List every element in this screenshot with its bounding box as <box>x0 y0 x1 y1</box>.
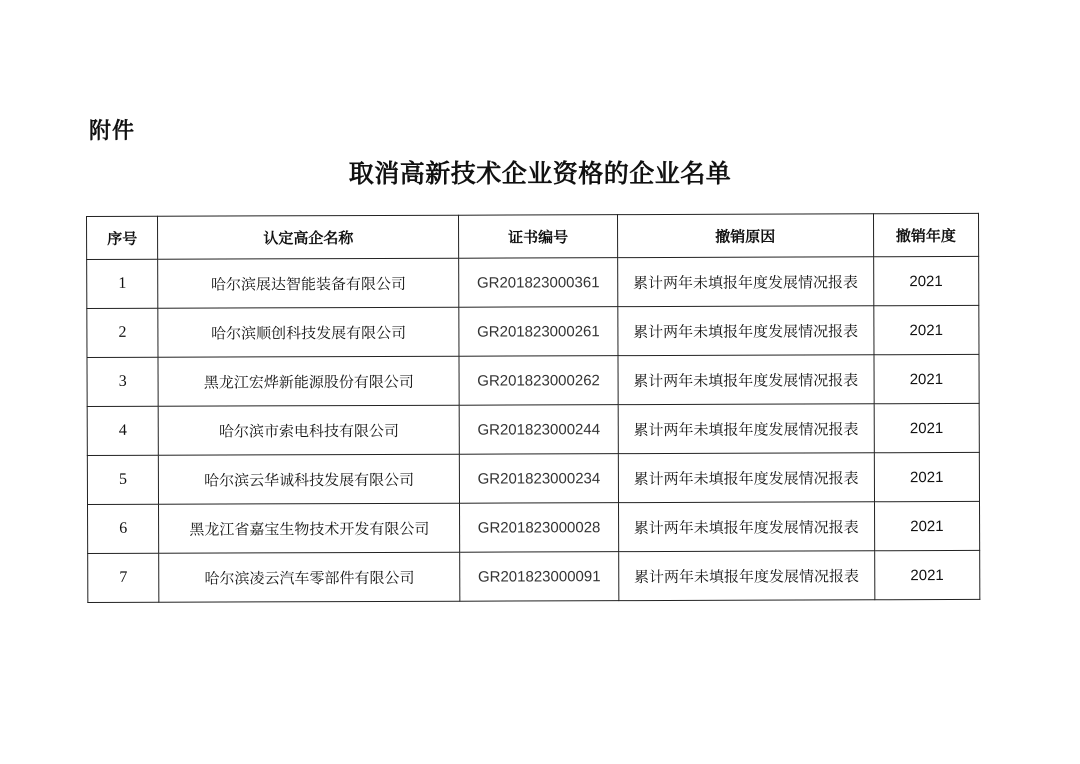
company-list-table <box>86 213 980 603</box>
row-year: 2021 <box>874 550 980 599</box>
row-year: 2021 <box>874 403 980 452</box>
row-reason: 累计两年未填报年度发展情况报表 <box>618 502 874 552</box>
row-cert-number: GR201823000234 <box>460 454 619 504</box>
row-seq: 4 <box>87 406 158 455</box>
row-company-name: 黑龙江省嘉宝生物技术开发有限公司 <box>159 503 460 553</box>
page-title: 取消高新技术企业资格的企业名单 <box>348 159 732 188</box>
column-header-year: 撤销年度 <box>873 213 979 256</box>
table-row <box>88 550 980 602</box>
table-row <box>87 354 979 406</box>
row-seq: 2 <box>87 308 158 357</box>
row-company-name: 黑龙江宏烨新能源股份有限公司 <box>158 356 459 406</box>
row-cert-number: GR201823000028 <box>460 503 619 553</box>
row-reason: 累计两年未填报年度发展情况报表 <box>618 306 874 356</box>
row-reason: 累计两年未填报年度发展情况报表 <box>618 551 874 601</box>
row-reason: 累计两年未填报年度发展情况报表 <box>618 404 874 454</box>
row-reason: 累计两年未填报年度发展情况报表 <box>618 355 874 405</box>
row-seq: 6 <box>88 504 159 553</box>
attachment-label: 附件 <box>89 119 136 144</box>
table-row <box>87 403 979 455</box>
row-cert-number: GR201823000091 <box>460 552 619 602</box>
row-company-name: 哈尔滨云华诚科技发展有限公司 <box>159 454 460 504</box>
column-header-reason: 撤销原因 <box>617 214 873 258</box>
table-row <box>87 256 979 308</box>
row-year: 2021 <box>873 305 979 354</box>
row-company-name: 哈尔滨顺创科技发展有限公司 <box>158 307 459 357</box>
row-cert-number: GR201823000361 <box>459 258 618 308</box>
row-reason: 累计两年未填报年度发展情况报表 <box>618 453 874 503</box>
table-header-row <box>87 213 979 259</box>
row-year: 2021 <box>874 452 980 501</box>
row-cert-number: GR201823000262 <box>459 356 618 406</box>
row-cert-number: GR201823000261 <box>459 307 618 357</box>
row-seq: 5 <box>87 455 158 504</box>
row-seq: 1 <box>87 259 158 308</box>
column-header-cert: 证书编号 <box>459 215 618 259</box>
column-header-name: 认定高企名称 <box>158 215 459 259</box>
row-company-name: 哈尔滨市索电科技有限公司 <box>158 405 459 455</box>
table-row <box>88 501 980 553</box>
row-company-name: 哈尔滨凌云汽车零部件有限公司 <box>159 552 460 602</box>
row-reason: 累计两年未填报年度发展情况报表 <box>617 257 873 307</box>
column-header-seq: 序号 <box>87 216 158 259</box>
table-row <box>87 452 979 504</box>
row-company-name: 哈尔滨展达智能装备有限公司 <box>158 258 459 308</box>
row-cert-number: GR201823000244 <box>459 405 618 455</box>
table-row <box>87 305 979 357</box>
row-year: 2021 <box>874 501 980 550</box>
row-seq: 7 <box>88 553 159 602</box>
row-seq: 3 <box>87 357 158 406</box>
row-year: 2021 <box>874 354 980 403</box>
row-year: 2021 <box>873 256 979 305</box>
